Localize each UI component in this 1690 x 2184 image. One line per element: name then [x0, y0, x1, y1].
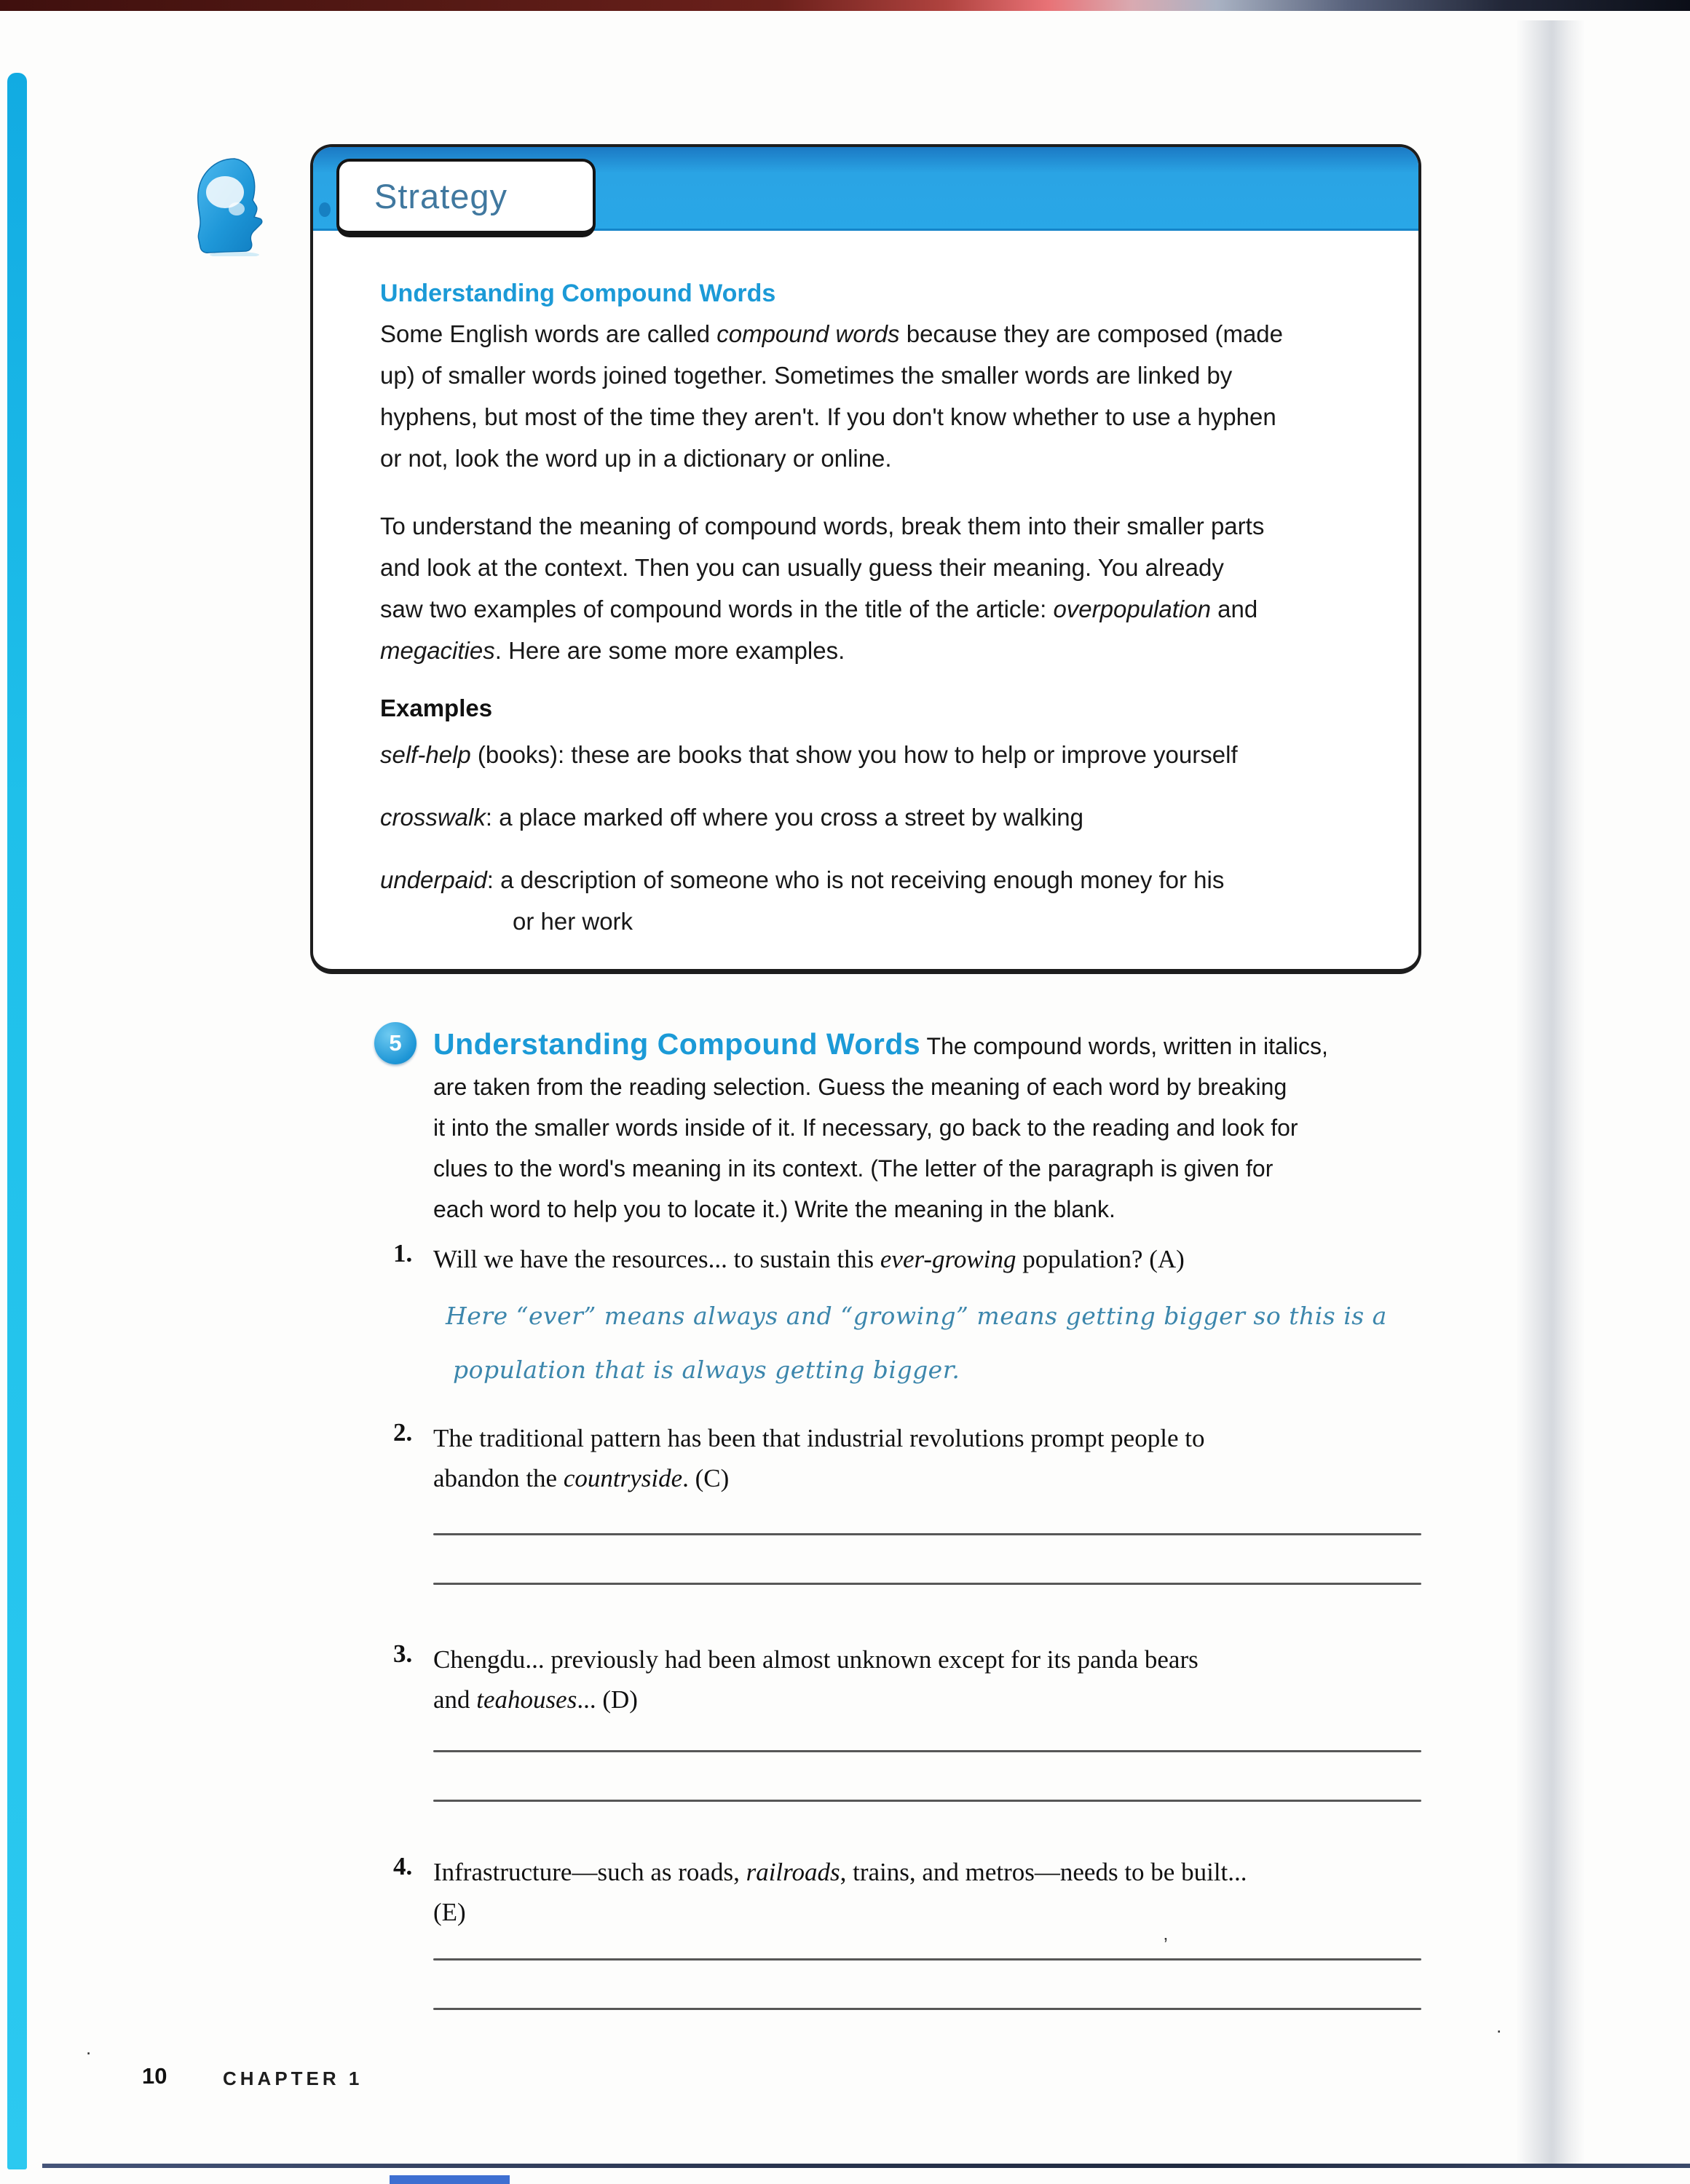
- answer-blank[interactable]: [433, 1750, 1421, 1752]
- example-underpaid: underpaid: a description of someone who is not receiving enough money for his: [380, 866, 1225, 893]
- handwritten-answer-line-2: population that is always getting bigger.: [453, 1356, 960, 1384]
- top-scan-edge: [0, 0, 1690, 11]
- question-3-text: Chengdu... previously had been almost unknown except for its panda bears and teahouses... (D): [433, 1645, 1199, 1714]
- scan-speck: ’: [1164, 1934, 1168, 1955]
- exercise-instruction-line-4: clues to the word's meaning in its context. (The letter of the paragraph is given for: [433, 1155, 1274, 1182]
- question-4-text: Infrastructure—such as roads, railroads, trains, and metros—needs to be built... (E): [433, 1858, 1247, 1926]
- exercise-instruction-line-2: are taken from the reading selection. Guess the meaning of each word by breaking: [433, 1074, 1287, 1100]
- example-self-help: self-help (books): these are books that show you how to help or improve yourself: [380, 741, 1238, 768]
- question-2-number: 2.: [393, 1418, 413, 1447]
- chapter-label: CHAPTER 1: [223, 2068, 363, 2089]
- question-1-text: Will we have the resources... to sustain this ever-growing population? (A): [433, 1245, 1185, 1273]
- bottom-scan-edge: [42, 2164, 1690, 2168]
- handwritten-answer-line-1: Here “ever” means always and “growing” means getting bigger so this is a: [446, 1302, 1387, 1330]
- exercise-instruction-line-1: Understanding Compound Words The compound words, written in italics,: [433, 1027, 1328, 1061]
- left-accent-bar: [7, 73, 27, 2169]
- answer-blank[interactable]: [433, 1533, 1421, 1535]
- strategy-tab: [336, 159, 596, 237]
- exercise-number-badge: [374, 1022, 416, 1064]
- exercise-instructions: [433, 1024, 1328, 1230]
- question-1-number: 1.: [393, 1239, 413, 1267]
- strategy-paragraph-1: Some English words are called compound words because they are composed (made up) of smaller words joined together. Sometimes the smaller words are linked by hyphens, but most of the time they aren't. If you don't know whether to use a hyphen or not, look the word up in a dictionary or online.: [380, 320, 1284, 472]
- example-crosswalk: crosswalk: a place marked off where you cross a street by walking: [380, 804, 1083, 831]
- page-gutter-shadow: [1516, 20, 1585, 2164]
- scan-speck: .: [1496, 2015, 1502, 2037]
- strategy-tab-label: Strategy: [374, 177, 508, 215]
- question-3-number: 3.: [393, 1639, 413, 1668]
- bottom-blue-strip: [390, 2175, 510, 2184]
- strategy-topic-heading: Understanding Compound Words: [380, 280, 776, 307]
- thinking-head-icon: [191, 154, 278, 256]
- strategy-paragraph-2: To understand the meaning of compound words, break them into their smaller parts and look at the context. Then you can usually guess their meaning. You already saw two examples of compound words in the title of the article: overpopulation and megacities. Here are some more examples.: [380, 513, 1265, 664]
- band-dot-decoration: [319, 202, 331, 217]
- exercise-instruction-line-5: each word to help you to locate it.) Write the meaning in the blank.: [433, 1196, 1116, 1222]
- answer-blank[interactable]: [433, 1583, 1421, 1585]
- exercise-number: 5: [389, 1030, 402, 1056]
- answer-blank[interactable]: [433, 1800, 1421, 1802]
- answer-blank[interactable]: [433, 1958, 1421, 1961]
- question-4-number: 4.: [393, 1852, 413, 1880]
- page-number: 10: [142, 2063, 167, 2089]
- question-2-text: The traditional pattern has been that industrial revolutions prompt people to abandon the countryside. (C): [433, 1424, 1205, 1492]
- scan-speck: .: [86, 2037, 92, 2059]
- examples-heading: Examples: [380, 695, 493, 721]
- strategy-box: [310, 144, 1421, 974]
- example-underpaid-continued: or her work: [513, 908, 633, 935]
- answer-blank[interactable]: [433, 2008, 1421, 2010]
- exercise-instruction-line-3: it into the smaller words inside of it. If necessary, go back to the reading and look for: [433, 1115, 1298, 1141]
